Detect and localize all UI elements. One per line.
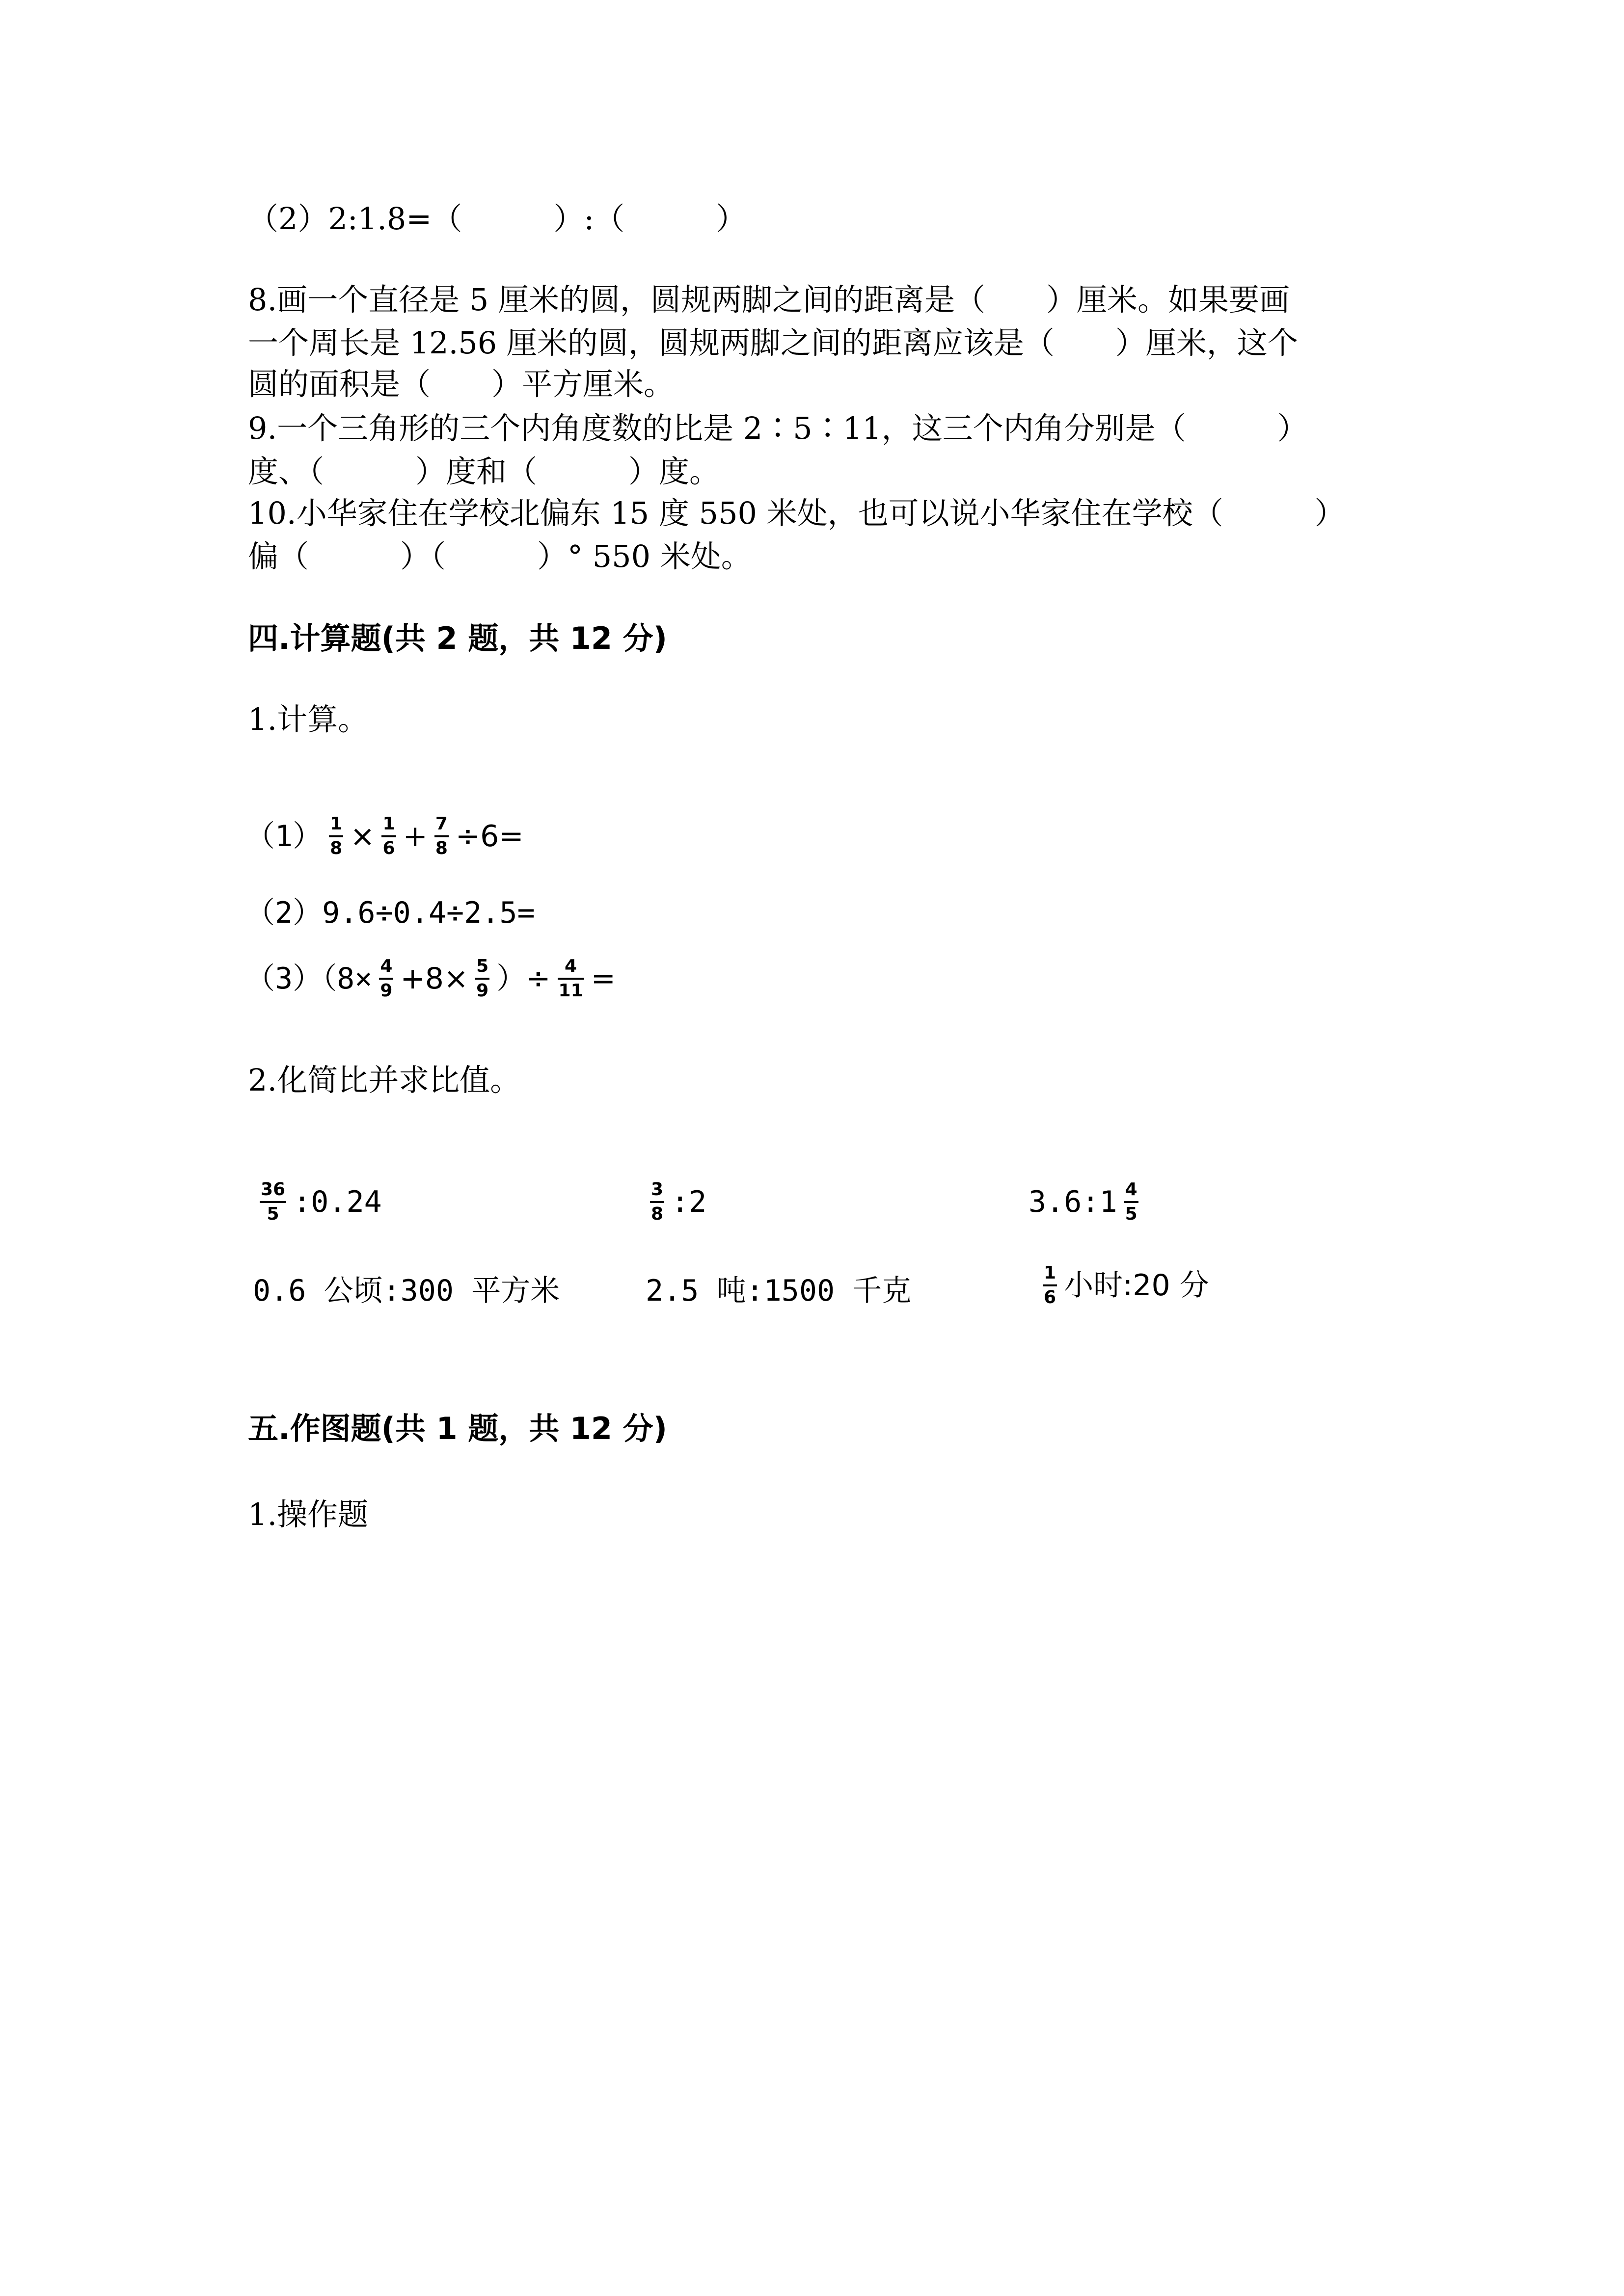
fraction: $\frac{1}{6}$ bbox=[382, 814, 395, 858]
fraction: $\frac{1}{8}$ bbox=[330, 814, 343, 858]
ratio-text: 0.6 公顷:300 平方米 bbox=[253, 1274, 560, 1308]
ratio-item-r2c3 bbox=[1036, 1264, 1209, 1307]
expression-tail: = bbox=[591, 961, 616, 996]
calc-item-1-label: （1） bbox=[245, 819, 323, 854]
operator: +8× bbox=[400, 961, 469, 996]
q9-line1: 9.一个三角形的三个内角度数的比是 2∶5∶11，这三个内角分别是（ ） bbox=[248, 410, 1308, 446]
ratio-item-r2c1 bbox=[253, 1276, 560, 1306]
drawing-q1-title: 1.操作题 bbox=[248, 1496, 369, 1532]
calc-item-2-text: （2）9.6÷0.4÷2.5= bbox=[245, 896, 535, 930]
ratio-item-r1c2 bbox=[643, 1180, 706, 1224]
ratio-q2-title: 2.化简比并求比值。 bbox=[248, 1062, 521, 1098]
ratio-item-r1c1 bbox=[253, 1180, 382, 1224]
calc-item-2 bbox=[245, 898, 535, 928]
expression-tail: ÷6= bbox=[455, 819, 524, 854]
operator: × bbox=[350, 819, 375, 854]
calc-q1-title: 1.计算。 bbox=[248, 701, 369, 737]
ratio-text: 2.5 吨:1500 千克 bbox=[646, 1274, 912, 1308]
ratio-text: :0.24 bbox=[293, 1184, 382, 1219]
fraction: $\frac{3}{8}$ bbox=[651, 1179, 664, 1224]
section5-heading: 五.作图题(共 1 题，共 12 分) bbox=[248, 1411, 667, 1446]
fraction: $\frac{36}{5}$ bbox=[261, 1179, 286, 1224]
fraction: $\frac{7}{8}$ bbox=[435, 814, 448, 858]
operator: ）÷ bbox=[496, 961, 551, 996]
ratio-text: :2 bbox=[671, 1184, 707, 1219]
calc-item-1 bbox=[245, 815, 524, 858]
q10-line2: 偏（ ）（ ）° 550 米处。 bbox=[248, 538, 752, 574]
ratio-item-r2c2 bbox=[646, 1276, 911, 1306]
ratio-item-r1c3 bbox=[1029, 1180, 1145, 1224]
operator: + bbox=[403, 819, 428, 854]
fraction: $\frac{1}{6}$ bbox=[1044, 1263, 1056, 1308]
fraction: $\frac{4}{9}$ bbox=[380, 956, 393, 1001]
calc-item-3 bbox=[245, 957, 616, 1000]
calc-item-3-label: （3）（8× bbox=[245, 961, 373, 996]
ratio-text: 小时:20 分 bbox=[1064, 1268, 1209, 1303]
section4-heading: 四.计算题(共 2 题，共 12 分) bbox=[248, 620, 667, 656]
q8-line2: 一个周长是 12.56 厘米的圆，圆规两脚之间的距离应该是（ ）厘米，这个 bbox=[248, 325, 1298, 361]
fraction: $\frac{5}{9}$ bbox=[476, 956, 489, 1001]
ratio-text: 3.6:1 bbox=[1029, 1184, 1117, 1219]
q10-line1: 10.小华家住在学校北偏东 15 度 550 米处，也可以说小华家住在学校（ ） bbox=[248, 495, 1345, 531]
q9-line2: 度、（ ）度和（ ）度。 bbox=[248, 454, 720, 489]
q7-sub2: （2）2:1.8=（ ）:（ ） bbox=[248, 201, 747, 237]
q8-line3: 圆的面积是（ ）平方厘米。 bbox=[248, 366, 675, 402]
q8-line1: 8.画一个直径是 5 厘米的圆，圆规两脚之间的距离是（ ）厘米。如果要画 bbox=[248, 282, 1290, 318]
fraction: $\frac{4}{5}$ bbox=[1125, 1179, 1137, 1224]
fraction: $\frac{4}{11}$ bbox=[558, 956, 583, 1001]
